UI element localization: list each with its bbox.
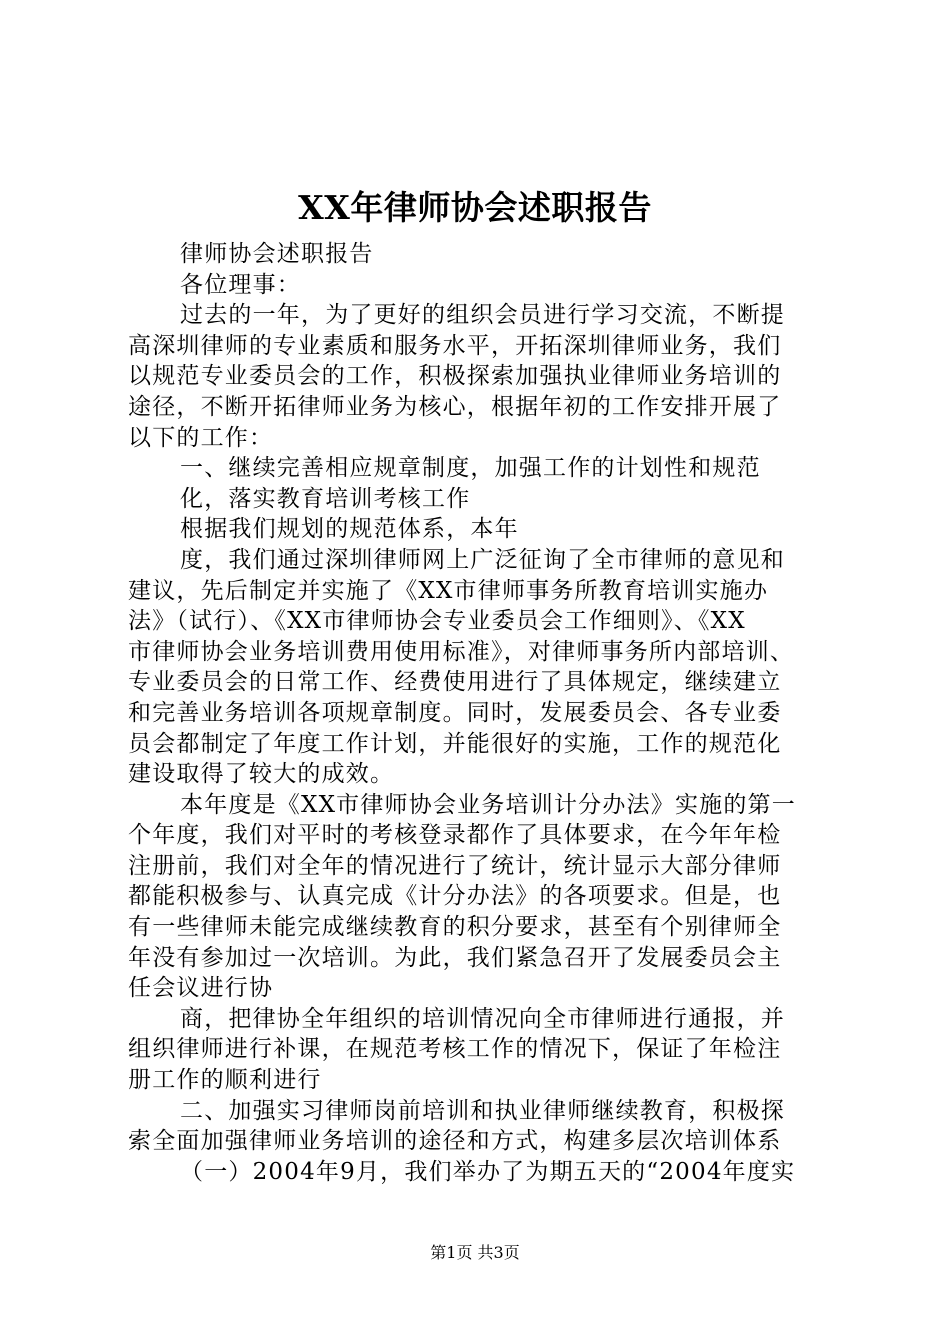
text-line: 以规范专业委员会的工作，积极探索加强执业律师业务培训的 — [128, 363, 782, 390]
text-line: 都能积极参与、认真完成《计分办法》的各项要求。但是，也 — [128, 883, 782, 910]
text-line: 建设取得了较大的成效。 — [128, 761, 395, 788]
page-footer: 第1页 共3页 — [430, 1243, 520, 1262]
document-title: XX年律师协会述职报告 — [298, 188, 652, 227]
text-line: 索全面加强律师业务培训的途径和方式，构建多层次培训体系 — [128, 1128, 782, 1155]
text-line: 建议，先后制定并实施了《XX市律师事务所教育培训实施办 — [128, 577, 769, 604]
text-line: 一、继续完善相应规章制度，加强工作的计划性和规范 — [180, 455, 761, 482]
text-line: 册工作的顺利进行 — [128, 1067, 322, 1094]
text-line: 度，我们通过深圳律师网上广泛征询了全市律师的意见和 — [180, 546, 785, 573]
text-line: 和完善业务培训各项规章制度。同时，发展委员会、各专业委 — [128, 699, 782, 726]
text-line: 过去的一年，为了更好的组织会员进行学习交流，不断提 — [180, 302, 785, 329]
text-line: 有一些律师未能完成继续教育的积分要求，甚至有个别律师全 — [128, 914, 782, 941]
text-line: 以下的工作： — [128, 424, 274, 451]
text-line: 注册前，我们对全年的情况进行了统计，统计显示大部分律师 — [128, 852, 782, 879]
text-line: 律师协会述职报告 — [180, 241, 374, 267]
text-line: 年没有参加过一次培训。为此，我们紧急召开了发展委员会主 — [128, 944, 782, 971]
text-line: 员会都制定了年度工作计划，并能很好的实施，工作的规范化 — [128, 730, 782, 757]
text-line: 组织律师进行补课，在规范考核工作的情况下，保证了年检注 — [128, 1036, 782, 1063]
text-line: 本年度是《XX市律师协会业务培训计分办法》实施的第一 — [180, 791, 796, 818]
text-line: 二、加强实习律师岗前培训和执业律师继续教育，积极探 — [180, 1097, 785, 1124]
text-line: 商，把律协全年组织的培训情况向全市律师进行通报，并 — [180, 1005, 785, 1032]
text-line: 市律师协会业务培训费用使用标准》，对律师事务所内部培训、 — [128, 638, 795, 665]
text-line: 专业委员会的日常工作、经费使用进行了具体规定，继续建立 — [128, 669, 782, 696]
text-line: 法》（试行）、《XX市律师协会专业委员会工作细则》、《XX — [128, 608, 746, 635]
text-line: 各位理事： — [180, 271, 301, 298]
text-line: 化，落实教育培训考核工作 — [180, 485, 471, 512]
text-line: 根据我们规划的规范体系，本年 — [180, 516, 519, 543]
text-line: 个年度，我们对平时的考核登录都作了具体要求，在今年年检 — [128, 822, 782, 849]
document-body — [128, 239, 828, 1187]
text-line: 途径，不断开拓律师业务为核心，根据年初的工作安排开展了 — [128, 393, 782, 420]
text-line: 任会议进行协 — [128, 975, 274, 1002]
text-line: 高深圳律师的专业素质和服务水平，开拓深圳律师业务，我们 — [128, 332, 782, 359]
text-line: （一）2004年9月，我们举办了为期五天的“2004年度实 — [180, 1158, 796, 1185]
